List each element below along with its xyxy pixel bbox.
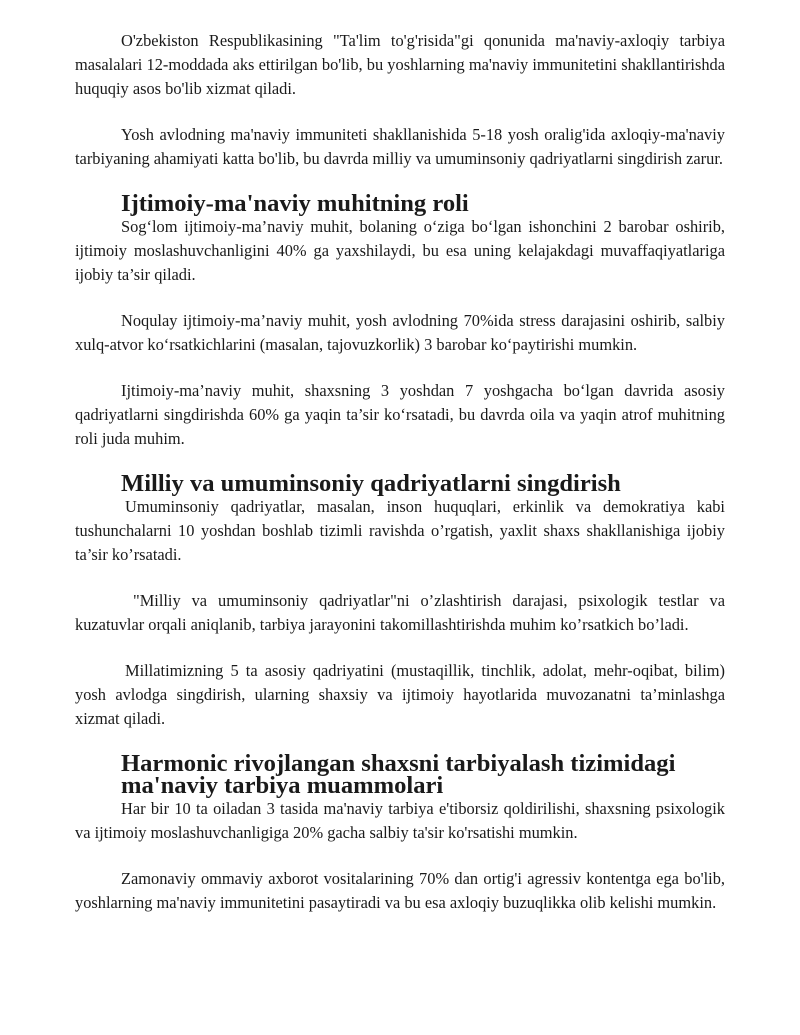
section-heading-spiritual-problems: Harmonic rivojlangan shaxsni tarbiyalash tizimidagi ma'naviy tarbiya muammolari xyxy=(121,750,676,799)
paragraph-mass-media: Zamonaviy ommaviy axborot vositalarining 70% dan ortig'i agressiv kontentga ega bo'lib, yoshlarning ma'naviy immunitetini pasaytiradi va bu esa axloqiy buzuqlikka olib kelishi mumkin. xyxy=(75,869,725,912)
paragraph-five-values: Millatimizning 5 ta asosiy qadriyatini (mustaqillik, tinchlik, adolat, mehr-oqibat, bilim) yosh avlodga singdirish, ularning shaxsiy va ijtimoiy hayotlarida muvozanatni ta’minlashga xizmat qiladi. xyxy=(75,661,725,728)
section-heading-values: Milliy va umuminsoniy qadriyatlarni singdirish xyxy=(121,470,621,497)
paragraph-family-neglect: Har bir 10 ta oiladan 3 tasida ma'naviy tarbiya e'tiborsiz qoldirilishi, shaxsning psixologik va ijtimoiy moslashuvchanligiga 20% gacha salbiy ta'sir ko'rsatishi mumkin. xyxy=(75,799,725,842)
paragraph-values-assessment: "Milliy va umuminsoniy qadriyatlar"ni o’zlashtirish darajasi, psixologik testlar va kuzatuvlar orqali aniqlanib, tarbiya jarayonini takomillashtirishda muhim ko’rsatkich bo’ladi. xyxy=(75,591,725,634)
paragraph-healthy-environment: Sog‘lom ijtimoiy-ma’naviy muhit, bolaning o‘ziga bo‘lgan ishonchini 2 barobar oshirib, ijtimoiy moslashuvchanligini 40% ga yaxshilaydi, bu esa uning kelajakdagi muvaffaqiyatlariga ijobiy ta’sir qiladi. xyxy=(75,217,725,284)
section-heading-social-environment: Ijtimoiy-ma'naviy muhitning roli xyxy=(121,190,469,217)
paragraph-early-childhood: Ijtimoiy-ma’naviy muhit, shaxsning 3 yoshdan 7 yoshgacha bo‘lgan davrida asosiy qadriyatlarni singdirishda 60% ga yaqin ta’sir ko‘rsatadi, bu davrda oila va yaqin atrof muhitning roli juda muhim. xyxy=(75,381,725,448)
paragraph-intro-age: Yosh avlodning ma'naviy immuniteti shakllanishida 5-18 yosh oralig'ida axloqiy-ma'naviy tarbiyaning ahamiyati katta bo'lib, bu davrda milliy va umuminsoniy qadriyatlarni singdirish zarur. xyxy=(75,125,725,168)
paragraph-unfavorable-environment: Noqulay ijtimoiy-ma’naviy muhit, yosh avlodning 70%ida stress darajasini oshirib, salbiy xulq-atvor ko‘rsatkichlarini (masalan, tajovuzkorlik) 3 barobar ko‘paytirishi mumkin. xyxy=(75,311,725,354)
paragraph-intro-law: O'zbekiston Respublikasining "Ta'lim to'g'risida"gi qonunida ma'naviy-axloqiy tarbiya masalalari 12-moddada aks ettirilgan bo'lib, bu yoshlarning ma'naviy immunitetini shakllantirishda huquqiy asos bo'lib xizmat qiladi. xyxy=(75,31,725,98)
document-page xyxy=(75,29,725,915)
paragraph-universal-values: Umuminsoniy qadriyatlar, masalan, inson huquqlari, erkinlik va demokratiya kabi tushunchalarni 10 yoshdan boshlab tizimli ravishda o’rgatish, yaxlit shaxs shakllanishiga ijobiy ta’sir ko’rsatadi. xyxy=(75,497,725,564)
